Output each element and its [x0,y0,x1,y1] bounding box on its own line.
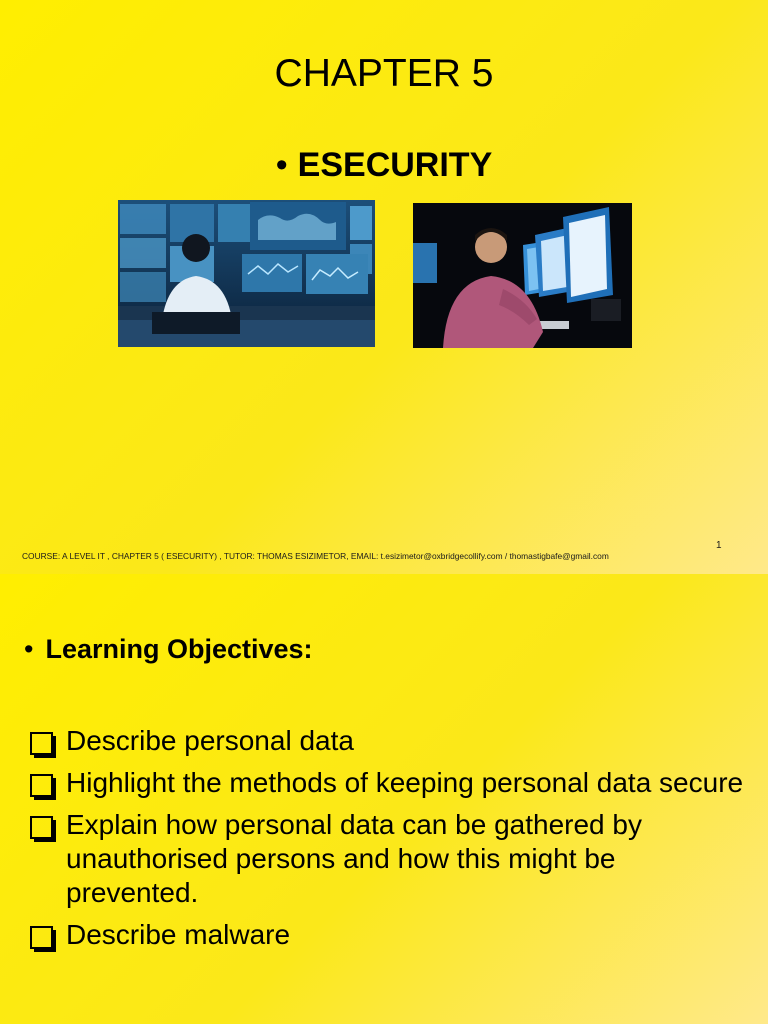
chapter-subtitle [0,146,768,185]
security-control-room-photo [118,200,375,347]
security-analyst-photo [413,203,632,348]
bullet-icon: • [275,146,288,184]
analyst-illustration [413,203,632,348]
list-item [28,918,748,952]
slide-learning-objectives [0,574,768,1024]
checkbox-bullet-icon [28,918,58,952]
control-room-illustration [118,200,375,347]
subtitle-text: ESECURITY [297,146,493,184]
checkbox-bullet-icon [28,766,58,800]
bullet-icon: • [24,634,34,664]
chapter-title: CHAPTER 5 [274,52,494,95]
list-item [28,724,748,758]
list-item [28,766,748,800]
objective-text: Describe personal data [66,725,354,756]
objectives-heading-text: Learning Objectives: [45,634,313,664]
objective-text: Explain how personal data can be gathered by unauthorised persons and how this might be prevented. [66,809,642,908]
objective-text: Highlight the methods of keeping personal data secure [66,767,744,798]
slide-footer: COURSE: A LEVEL IT , CHAPTER 5 ( ESECURITY) , TUTOR: THOMAS ESIZIMETOR, EMAIL: t.esizimetor@oxbridgecollify.com / thomastigbafe@gmail.com [22,551,609,561]
checkbox-bullet-icon [28,724,58,758]
page-number: 1 [716,540,722,551]
list-item [28,808,748,910]
objective-text: Describe malware [66,919,291,950]
objectives-list [28,724,748,960]
checkbox-bullet-icon [28,808,58,842]
objectives-heading [24,634,313,665]
